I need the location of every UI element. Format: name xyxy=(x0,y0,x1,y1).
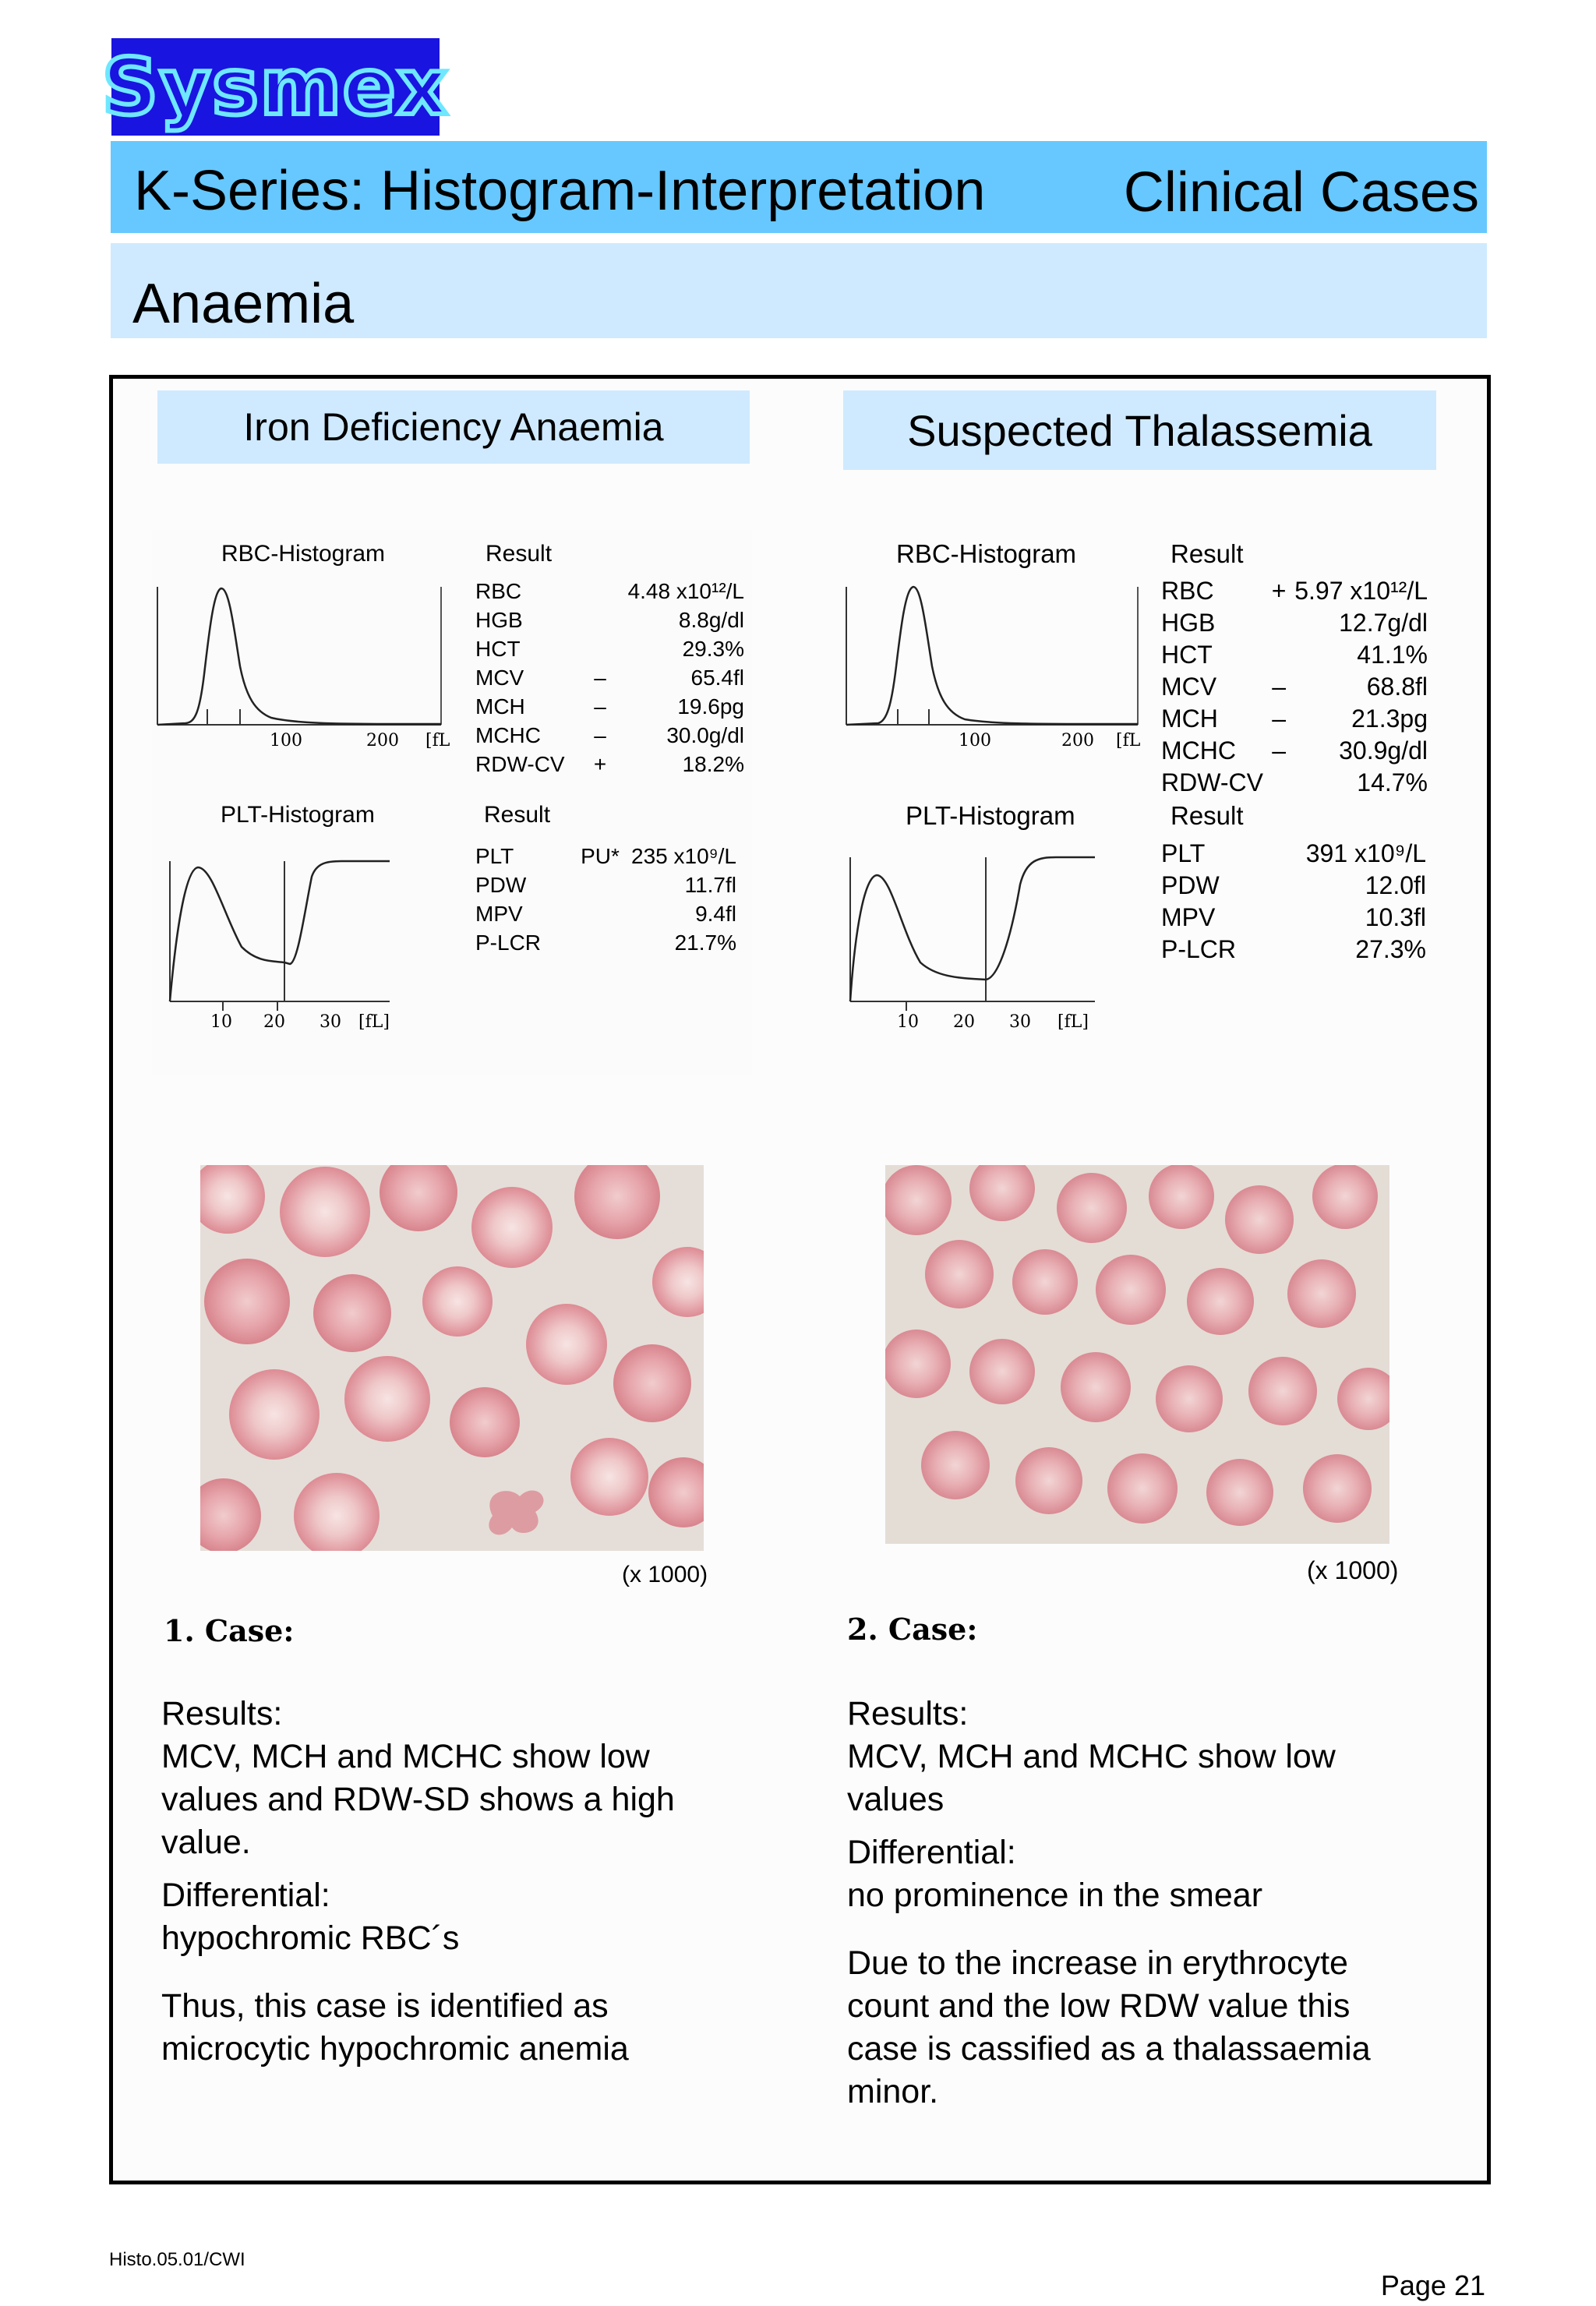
case2-rbc-result-label: Result xyxy=(1171,539,1244,568)
page-number: Page 21 xyxy=(1380,2269,1485,2301)
case1-plt-result-label: Result xyxy=(484,802,551,828)
case2-plt-tick-unit: [fL] xyxy=(1058,1012,1089,1032)
result-row: RDW-CV 14.7% xyxy=(1161,768,1428,796)
case1-label: 1. Case: xyxy=(164,1613,295,1648)
case1-smear-cells xyxy=(200,1165,704,1551)
case2-plt-tick-30: 30 xyxy=(1009,1012,1031,1032)
case2-rbc-histogram xyxy=(843,581,1143,760)
result-row: RBC + 5.97 x10¹²/L xyxy=(1161,577,1428,605)
result-row: MCH – 21.3pg xyxy=(1161,705,1428,733)
result-row: MCV – 68.8fl xyxy=(1161,673,1428,701)
result-row: P-LCR 21.7% xyxy=(475,930,736,955)
result-row: MCHC – 30.0g/dl xyxy=(475,722,744,747)
case1-results-text: MCV, MCH and MCHC show low values and RDW-SD shows a high value. xyxy=(161,1738,675,1861)
case2-plt-tick-20: 20 xyxy=(953,1012,975,1032)
case1-heading: Iron Deficiency Anaemia xyxy=(157,390,750,464)
result-row: PLT 391 x10⁹/L xyxy=(1161,839,1426,867)
case1-rbc-histogram xyxy=(154,581,450,760)
result-row: MPV 9.4fl xyxy=(475,901,736,926)
page-title: K-Series: Histogram-Interpretation xyxy=(134,160,986,222)
case2-differential-title: Differential: xyxy=(847,1834,1016,1871)
result-row: HCT 41.1% xyxy=(1161,641,1428,669)
result-row: PLT PU* 235 x10⁹/L xyxy=(475,843,736,868)
case2-conclusion: Due to the increase in erythrocyte count and the low RDW value this case is cassified as a thalassaemia minor. xyxy=(847,1944,1371,2110)
result-row: HCT 29.3% xyxy=(475,636,744,661)
case1-magnification: (x 1000) xyxy=(622,1562,708,1587)
result-row: PDW 12.0fl xyxy=(1161,871,1426,899)
case1-blood-smear-photo xyxy=(200,1165,704,1551)
case1-rbc-hist-label: RBC-Histogram xyxy=(221,541,386,567)
case1-plt-tick-30: 30 xyxy=(320,1012,341,1032)
document-code: Histo.05.01/CWI xyxy=(109,2249,245,2270)
subtitle: Anaemia xyxy=(132,273,355,335)
case2-plt-results xyxy=(1161,838,1426,966)
logo-text: Sysmex xyxy=(101,41,450,132)
case2-magnification: (x 1000) xyxy=(1307,1556,1399,1584)
result-row: RDW-CV + 18.2% xyxy=(475,751,744,776)
result-row: P-LCR 27.3% xyxy=(1161,935,1426,963)
case2-results-title: Results: xyxy=(847,1695,969,1732)
case2-rbc-hist-label: RBC-Histogram xyxy=(896,539,1077,568)
case1-plt-tick-unit: [fL] xyxy=(358,1012,390,1032)
case2-plt-tick-10: 10 xyxy=(897,1012,919,1032)
case1-rbc-tick-100: 100 xyxy=(270,731,302,750)
case2-rbc-tick-200: 200 xyxy=(1061,731,1094,750)
result-row: MCHC – 30.9g/dl xyxy=(1161,736,1428,765)
case1-rbc-tick-unit: [fL xyxy=(425,731,450,750)
case1-rbc-results xyxy=(475,577,744,779)
case2-plt-hist-label: PLT-Histogram xyxy=(906,801,1075,830)
case1-rbc-result-label: Result xyxy=(486,541,553,567)
case2-rbc-results xyxy=(1161,575,1428,799)
sysmex-logo xyxy=(101,38,450,136)
result-row: MPV 10.3fl xyxy=(1161,903,1426,931)
result-row: MCH – 19.6pg xyxy=(475,694,744,719)
case2-differential-text: no prominence in the smear xyxy=(847,1877,1263,1914)
result-row: HGB 8.8g/dl xyxy=(475,607,744,632)
case1-differential-text: hypochromic RBC´s xyxy=(161,1919,460,1957)
result-row: HGB 12.7g/dl xyxy=(1161,609,1428,637)
section-title: Clinical Cases xyxy=(1123,161,1479,224)
case1-plt-tick-10: 10 xyxy=(210,1012,232,1032)
case1-differential-title: Differential: xyxy=(161,1877,330,1914)
case1-plt-tick-20: 20 xyxy=(263,1012,285,1032)
case1-plt-histogram xyxy=(164,846,397,1033)
case1-plt-results xyxy=(475,842,736,957)
case1-plt-hist-label: PLT-Histogram xyxy=(221,802,375,828)
result-row: RBC 4.48 x10¹²/L xyxy=(475,578,744,603)
case1-results-title: Results: xyxy=(161,1695,283,1732)
case2-blood-smear-photo xyxy=(885,1165,1389,1544)
case2-heading: Suspected Thalassemia xyxy=(843,390,1436,470)
case2-label: 2. Case: xyxy=(847,1612,978,1647)
case2-rbc-tick-unit: [fL xyxy=(1116,731,1141,750)
case2-plt-histogram xyxy=(846,846,1103,1033)
result-row: MCV – 65.4fl xyxy=(475,665,744,690)
case1-rbc-tick-200: 200 xyxy=(366,731,399,750)
result-row: PDW 11.7fl xyxy=(475,872,736,897)
case2-smear-cells xyxy=(885,1165,1389,1544)
case2-plt-result-label: Result xyxy=(1171,801,1244,830)
case2-rbc-tick-100: 100 xyxy=(959,731,991,750)
case1-conclusion: Thus, this case is identified as microcytic hypochromic anemia xyxy=(161,1987,629,2068)
case2-results-text: MCV, MCH and MCHC show low values xyxy=(847,1738,1336,1818)
